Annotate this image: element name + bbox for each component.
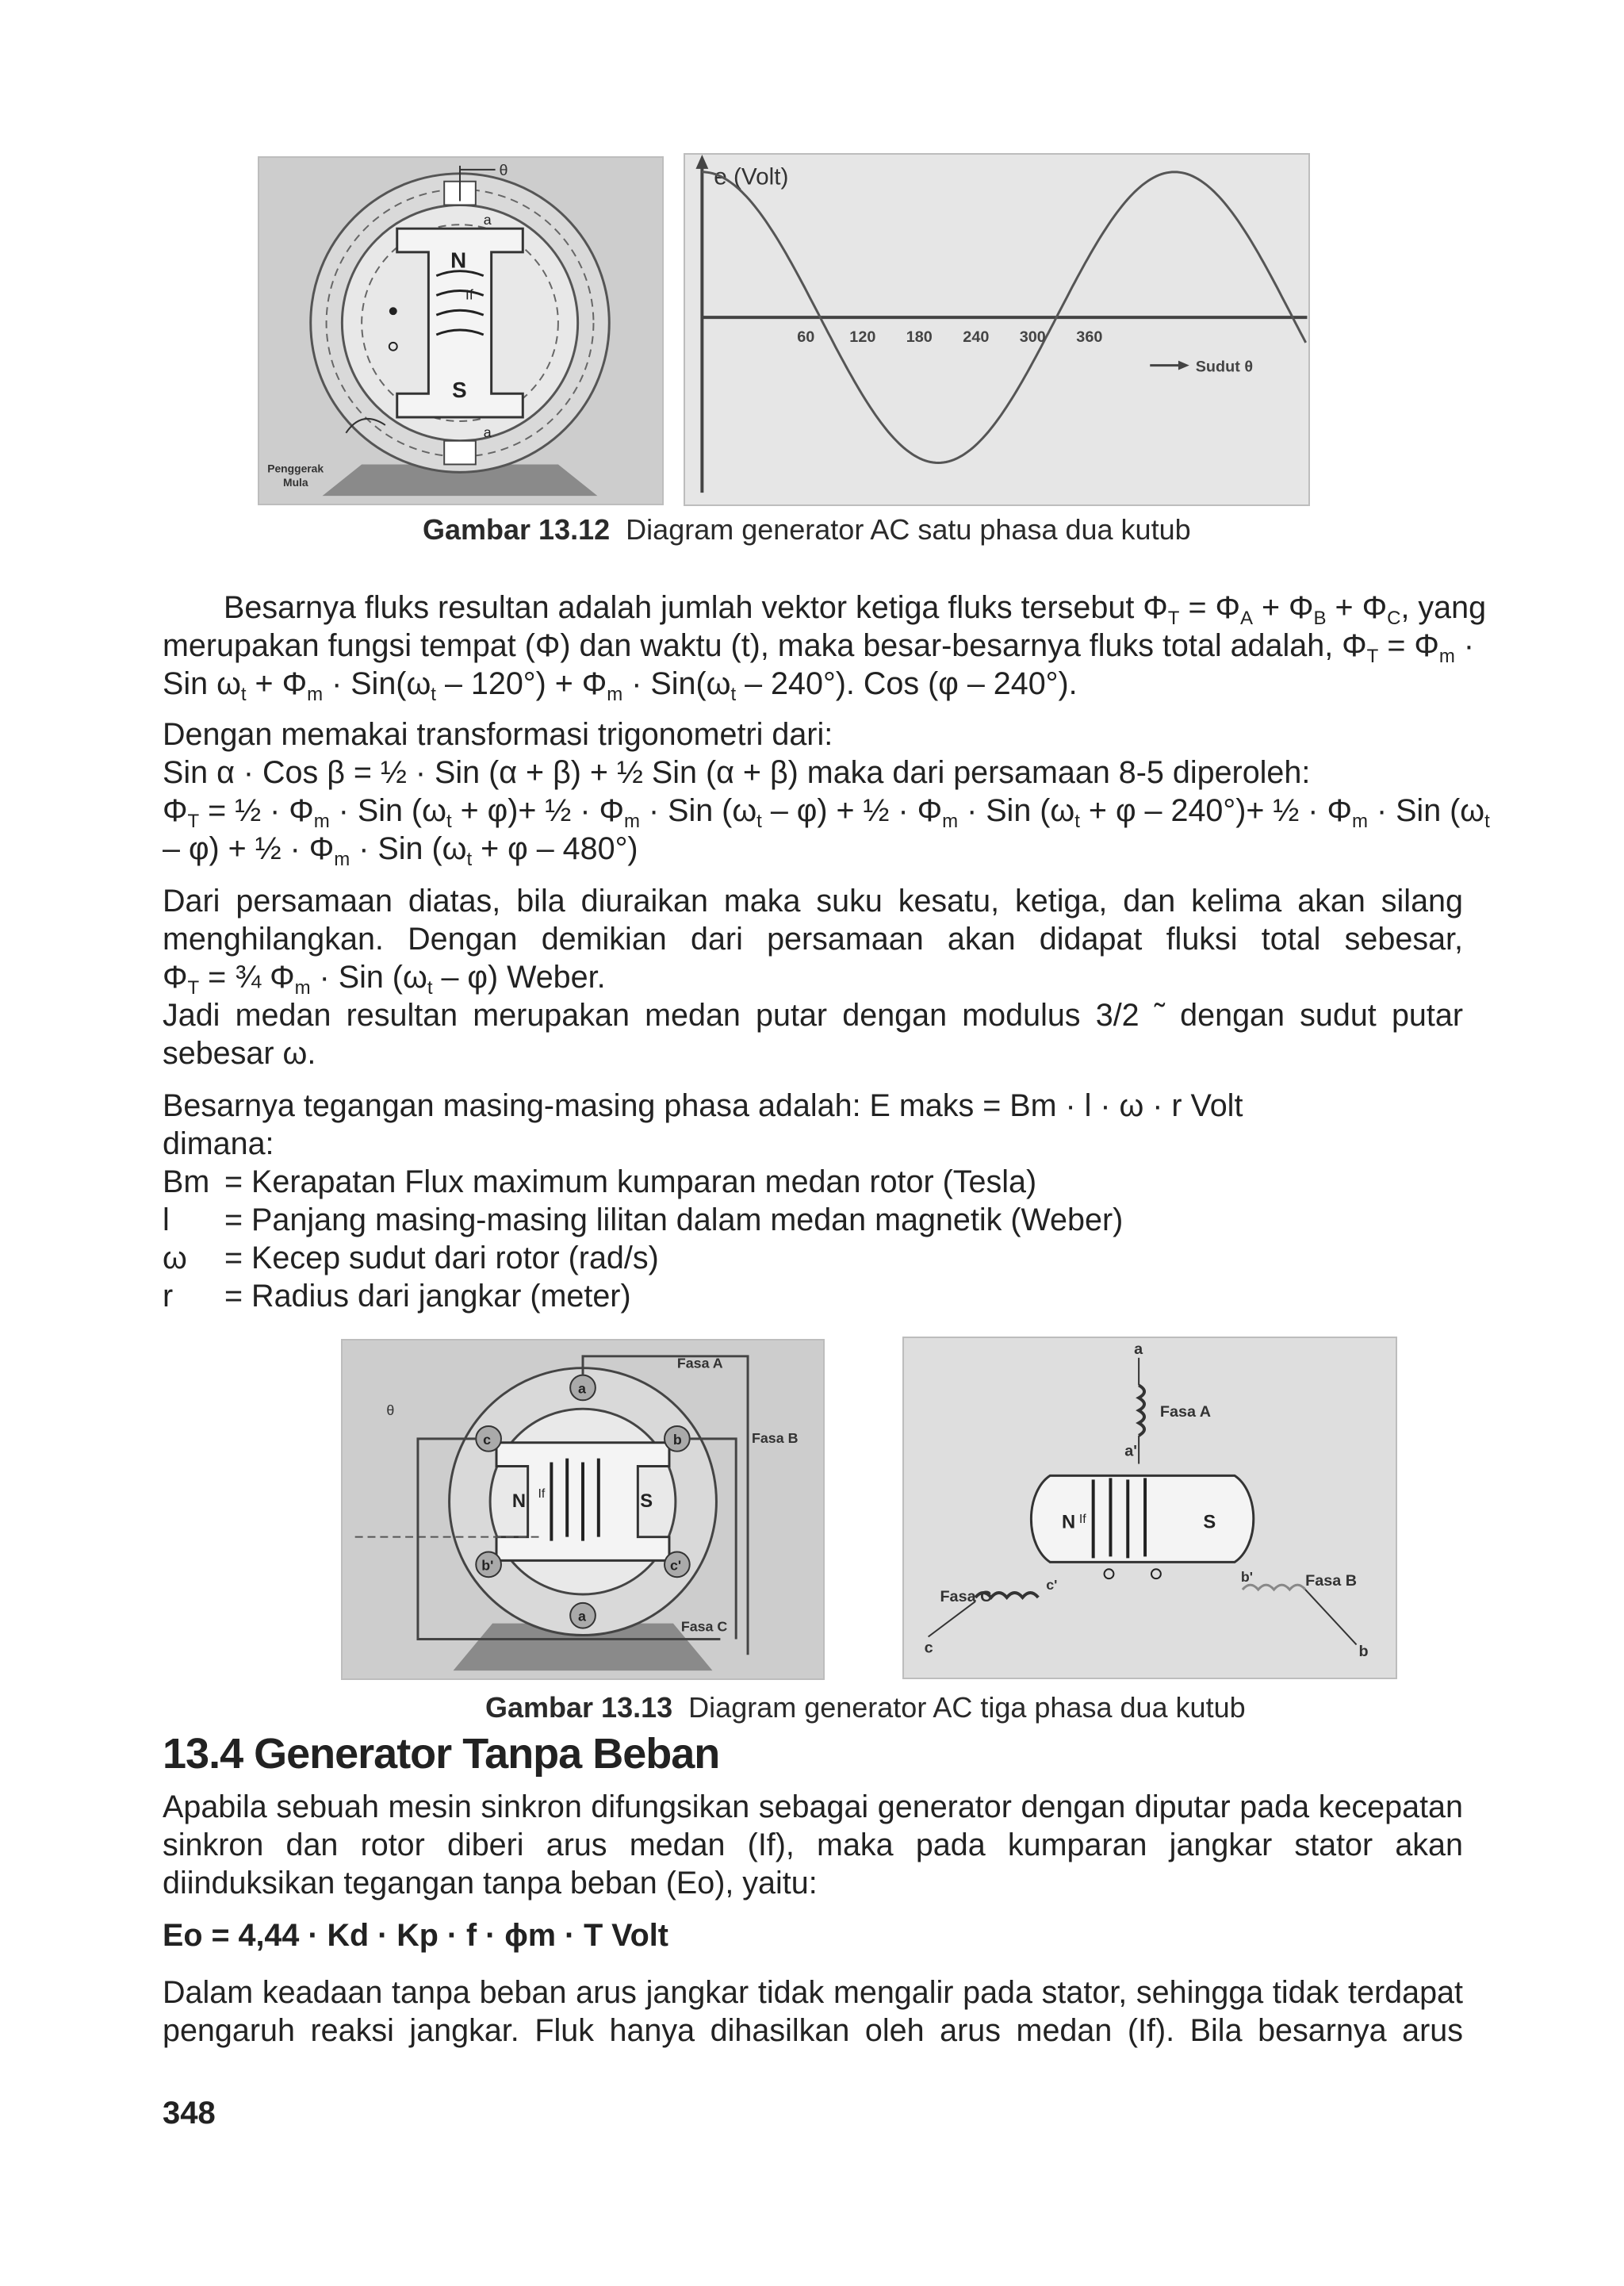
- section-para1-line3: diinduksikan tegangan tanpa beban (Eo), yaitu:: [163, 1866, 818, 1901]
- angle-label: θ: [499, 161, 508, 179]
- generator-single-phase-illustration: [259, 158, 662, 504]
- x-tick-label-360: 360: [1076, 328, 1103, 346]
- terminal-a-prime-label: a': [1124, 1442, 1138, 1460]
- angle-label: θ: [386, 1402, 395, 1419]
- south-pole-label: S: [640, 1490, 653, 1513]
- no-load-voltage-formula: Eo = 4,44 · Kd · Kp · f · ϕm · T Volt: [163, 1918, 668, 1953]
- slot-bottom: [444, 441, 476, 465]
- north-pole-label: N: [511, 1490, 527, 1513]
- prime-mover-label-2: Mula: [283, 476, 308, 489]
- def-symbol-l: l: [163, 1202, 170, 1237]
- a-top-label: a: [483, 212, 492, 228]
- para2-line1: Dengan memakai transformasi trigonometri dari:: [163, 717, 833, 752]
- slot-b-label: b: [672, 1431, 682, 1448]
- x-tick-label-120: 120: [849, 328, 876, 346]
- figure-12-caption-number: Gambar 13.12: [423, 513, 611, 546]
- figure-12-sine-chart: [684, 153, 1310, 506]
- def-symbol-r: r: [163, 1279, 174, 1314]
- terminal-c-prime-label: c': [1046, 1577, 1058, 1594]
- para1-line3: Sin $\omega_t + \Phi_m \cdot Sin(\omega_t - 120^\circ) + \Phi_m \cdot Sin(\omega_t - 240^\circ)$. Cos (φ – 240°).: [163, 666, 1078, 705]
- terminal-a-label: a: [1134, 1340, 1143, 1358]
- para3-line5: sebesar ω.: [163, 1036, 316, 1071]
- figure-13-caption-number: Gambar 13.13: [485, 1691, 673, 1724]
- page-number: 348: [163, 2096, 216, 2131]
- def-symbol-omega: ω: [163, 1241, 187, 1275]
- fasa-a-label: Fasa A: [1159, 1403, 1212, 1421]
- def-text-l: = Panjang masing-masing lilitan dalam medan magnetik (Weber): [224, 1202, 1124, 1237]
- slot-a-bottom-label: a: [578, 1608, 586, 1624]
- prime-mover-label: Penggerak: [267, 462, 324, 475]
- north-pole-label: N: [1062, 1511, 1076, 1533]
- x-tick-label-60: 60: [797, 328, 815, 346]
- para2-line2: Sin α · Cos β = ½ · Sin (α + β) + ½ Sin (α + β) maka dari persamaan 8-5 diperoleh:: [163, 755, 1311, 790]
- if-label: If: [1078, 1512, 1086, 1526]
- slot-c-label: c: [483, 1431, 492, 1448]
- fasa-b-label: Fasa B: [1305, 1572, 1358, 1590]
- south-pole-label: S: [1203, 1511, 1216, 1533]
- figure-12-caption: [423, 513, 1191, 547]
- three-phase-winding-illustration: [904, 1338, 1396, 1678]
- para3-line4: Jadi medan resultan merupakan medan putar dengan modulus 3/2 ˜ dengan sudut putar: [163, 998, 1463, 1033]
- south-pole-label: S: [452, 378, 467, 403]
- figure-13-winding-diagram: [902, 1337, 1397, 1679]
- section-para1-line2: sinkron dan rotor diberi arus medan (If), maka pada kumparan jangkar stator akan: [163, 1828, 1463, 1862]
- terminal-c-label: c: [924, 1639, 933, 1657]
- north-pole-label: N: [450, 247, 467, 273]
- voltage-sine-chart: [685, 155, 1308, 504]
- figure-12-caption-text: Diagram generator AC satu phasa dua kutub: [626, 513, 1191, 546]
- para4-line1: Besarnya tegangan masing-masing phasa adalah: E maks = Bm · l · ω · r Volt: [163, 1088, 1243, 1123]
- def-text-bm: = Kerapatan Flux maximum kumparan medan rotor (Tesla): [224, 1164, 1037, 1199]
- slot-b-prime-label: b': [481, 1557, 494, 1574]
- para1-line1: Besarnya fluks resultan adalah jumlah vektor ketiga fluks tersebut $\Phi_T = \Phi_A + \Phi_B + \Phi_C$, yang: [224, 590, 1487, 629]
- para3-line3: $\Phi_T$ = ¾ $\Phi_m$ · Sin $(\omega_t - \varphi)$ Weber.: [163, 960, 606, 999]
- def-symbol-bm: Bm: [163, 1164, 210, 1199]
- x-axis-label: Sudut θ: [1195, 358, 1254, 376]
- y-axis-label: e (Volt): [714, 163, 789, 190]
- figure-13-caption-text: Diagram generator AC tiga phasa dua kutub: [688, 1691, 1246, 1724]
- y-axis-arrow: [695, 155, 708, 169]
- def-text-r: = Radius dari jangkar (meter): [224, 1279, 631, 1314]
- fasa-a-label: Fasa A: [676, 1355, 723, 1371]
- figure-12-generator-diagram: [258, 156, 664, 505]
- a-bottom-label: a: [483, 424, 492, 440]
- para2-line4: – φ) + ½ · $\Phi_m$ · Sin $(\omega_t + \varphi - 480^\circ)$: [163, 831, 638, 870]
- fasa-c-label: Fasa C: [680, 1618, 728, 1635]
- para1-line2: merupakan fungsi tempat (Φ) dan waktu (t), maka besar-besarnya fluks total adalah, $\Phi_T = \Phi_m$ ·: [163, 628, 1475, 667]
- section-para1-line1: Apabila sebuah mesin sinkron difungsikan sebagai generator dengan diputar pada kecepatan: [163, 1789, 1463, 1824]
- x-tick-label-300: 300: [1019, 328, 1046, 346]
- section-para2-line2: pengaruh reaksi jangkar. Fluk hanya dihasilkan oleh arus medan (If). Bila besarnya arus: [163, 2013, 1463, 2048]
- slot-c-prime-label: c': [669, 1557, 682, 1574]
- slot-a-label: a: [578, 1380, 586, 1397]
- para2-line3: $\Phi_T$ = ½ · $\Phi_m$ · Sin $(\omega_t + \varphi)+$ ½ · $\Phi_m$ · Sin $(\omega_t - \varphi)$ + ½ · $\Phi_m$ · Sin $(\omega_t + \varphi - 240^\circ)+$ ½ · $\Phi_m$ · Sin ($\omega_t$: [163, 793, 1490, 832]
- section-para2-line1: Dalam keadaan tanpa beban arus jangkar tidak mengalir pada stator, sehingga tidak terdapat: [163, 1975, 1463, 2010]
- para3-line2: menghilangkan. Dengan demikian dari persamaan akan didapat fluksi total sebesar,: [163, 922, 1463, 957]
- x-tick-label-180: 180: [906, 328, 933, 346]
- terminal-b-prime-label: b': [1240, 1569, 1254, 1586]
- para4-line2: dimana:: [163, 1126, 274, 1161]
- fasa-c-label: Fasa C: [940, 1587, 992, 1605]
- fasa-b-label: Fasa B: [752, 1429, 799, 1446]
- terminal-b-label: b: [1358, 1643, 1369, 1661]
- figure-13-generator-diagram: [341, 1339, 825, 1680]
- if-label: If: [465, 286, 473, 303]
- def-text-omega: = Kecep sudut dari rotor (rad/s): [224, 1241, 659, 1275]
- generator-three-phase-illustration: [343, 1341, 823, 1678]
- if-label: If: [538, 1487, 546, 1502]
- x-tick-label-240: 240: [963, 328, 990, 346]
- section-title: 13.4 Generator Tanpa Beban: [163, 1730, 720, 1778]
- para3-line1: Dari persamaan diatas, bila diuraikan maka suku kesatu, ketiga, dan kelima akan silang: [163, 884, 1463, 919]
- figure-13-caption: [485, 1691, 1246, 1724]
